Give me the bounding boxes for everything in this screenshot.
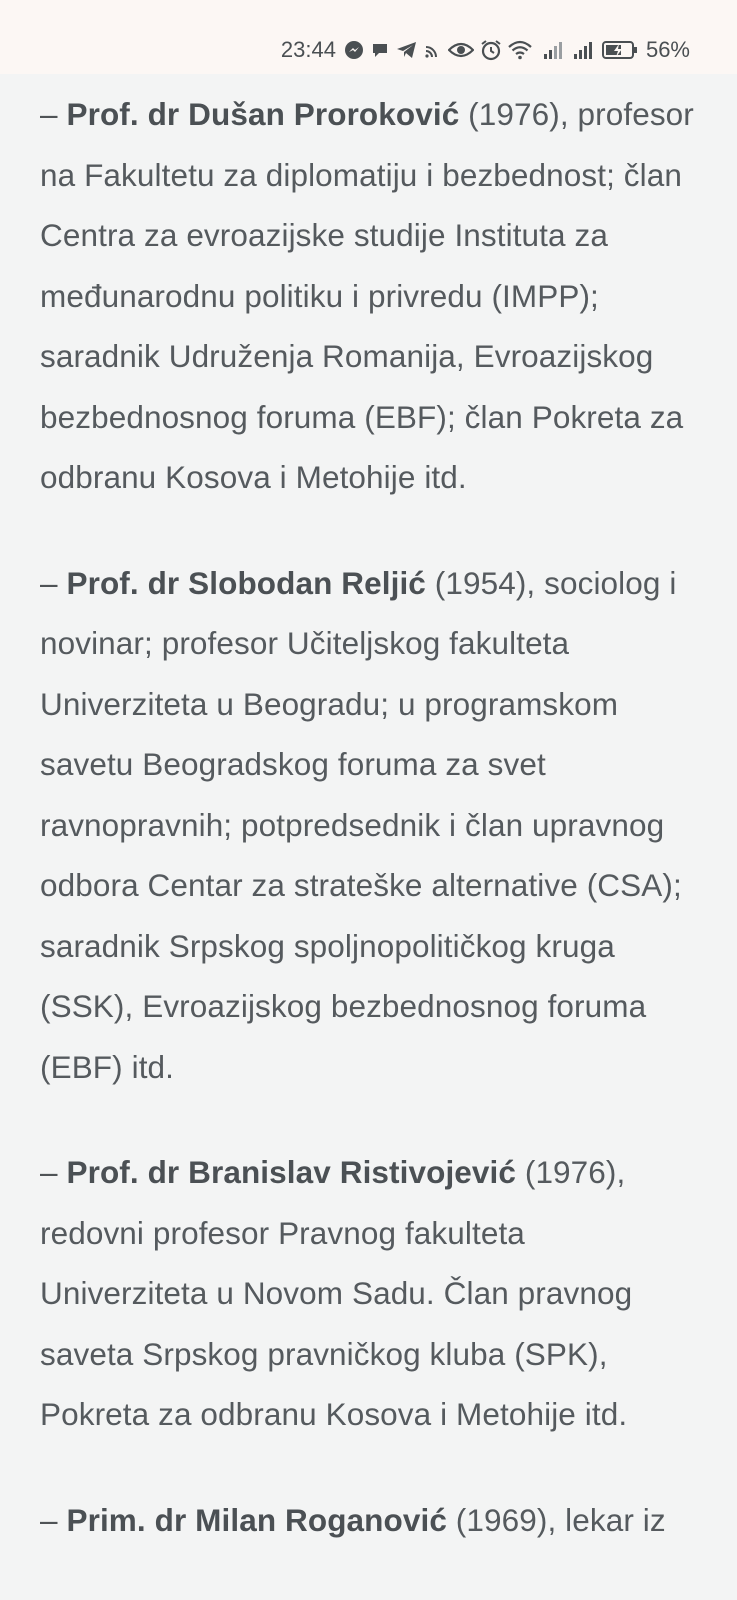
person-description: (1954), sociolog i novinar; profesor Učiteljskog fakulteta Univerziteta u Beogradu; u programskom savetu Beogradskog foruma za svet ravnopravnih; potpredsednik i član upravnog odbora Centar za strateške alternative (CSA); saradnik Srpskog spoljnopolitičkog kruga (SSK), Evroazijskog bezbednosnog foruma (EBF) itd.: [40, 564, 682, 1085]
person-name: Prof. dr Branislav Ristivojević: [66, 1154, 516, 1190]
signal-icon: [572, 40, 596, 60]
cast-icon: [424, 41, 442, 59]
list-item: [40, 1490, 700, 1551]
messenger-icon: [344, 40, 364, 60]
chat-icon: [370, 40, 390, 60]
person-description: (1976), redovni profesor Pravnog fakulteta Univerziteta u Novom Sadu. Član pravnog saveta Srpskog pravničkog kluba (SPK), Pokreta za odbranu Kosova i Metohije itd.: [40, 1154, 633, 1432]
person-name: Prim. dr Milan Roganović: [66, 1501, 447, 1538]
list-item: [40, 84, 700, 508]
entry-dash: –: [40, 564, 67, 601]
person-description: (1976), profesor na Fakultetu za diplomatiju i bezbednost; član Centra za evroazijske studije Instituta za međunarodnu politiku i privredu (IMPP); saradnik Udruženja Romanija, Evroazijskog bezbednosnog foruma (EBF); član Pokreta za odbranu Kosova i Metohije itd.: [40, 96, 694, 495]
telegram-icon: [396, 40, 418, 60]
status-time: 23:44: [280, 37, 336, 62]
battery-percentage: 56%: [645, 37, 690, 62]
article-content: [40, 84, 700, 1595]
signal-icon: [542, 40, 566, 60]
list-item: [40, 1142, 700, 1445]
wifi-icon: [508, 40, 532, 60]
person-name: Prof. dr Slobodan Reljić: [66, 564, 426, 601]
entry-dash: –: [40, 1154, 67, 1190]
list-item: [40, 553, 700, 1098]
entry-dash: –: [40, 1501, 67, 1538]
eye-icon: [448, 41, 474, 59]
person-name: Prof. dr Dušan Proroković: [66, 96, 460, 132]
alarm-icon: [480, 39, 502, 61]
entry-dash: –: [40, 96, 67, 132]
status-bar: [0, 0, 737, 74]
person-description: (1969), lekar iz: [446, 1501, 666, 1538]
battery-icon: [602, 40, 638, 60]
